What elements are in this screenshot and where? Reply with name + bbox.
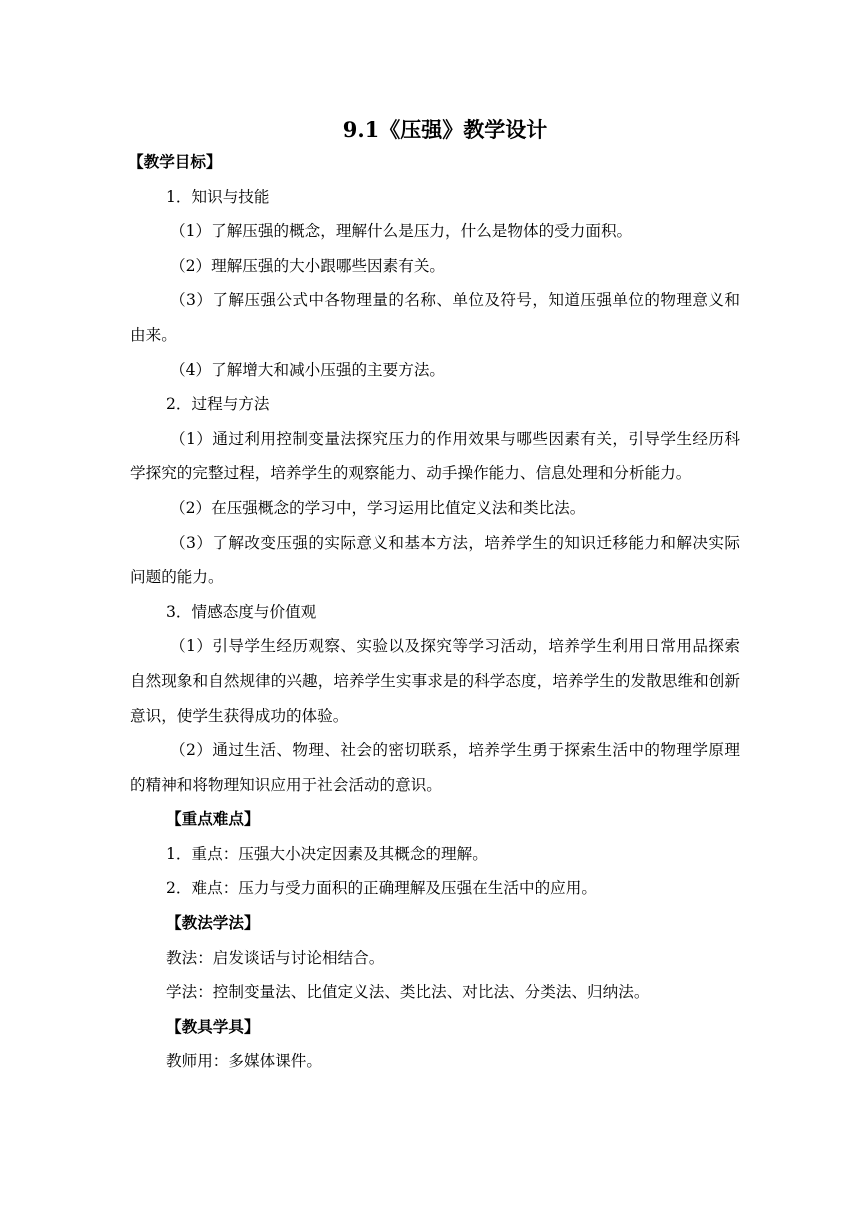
section-3-item-2: （2）通过生活、物理、社会的密切联系，培养学生勇于探索生活中的物理学原理的精神和将物理知识应用于社会活动的意识。 (130, 741, 740, 794)
teaching-method: 教法：启发谈话与讨论相结合。 (166, 948, 385, 967)
section-1-item-1: （1）了解压强的概念，理解什么是压力，什么是物体的受力面积。 (170, 222, 633, 241)
section-2-item-2: （2）在压强概念的学习中，学习运用比值定义法和类比法。 (170, 498, 586, 517)
section-1-heading: 1．知识与技能 (166, 187, 270, 206)
teacher-tools: 教师用：多媒体课件。 (166, 1052, 322, 1071)
section-1-item-2: （2）理解压强的大小跟哪些因素有关。 (170, 256, 446, 275)
section-3-heading: 3．情感态度与价值观 (166, 602, 317, 621)
document-title: 9.1《压强》教学设计 (342, 117, 548, 142)
tools-heading: 【教具学具】 (166, 1016, 260, 1036)
section-2-heading: 2．过程与方法 (166, 395, 270, 414)
learning-method: 学法：控制变量法、比值定义法、类比法、对比法、分类法、归纳法。 (166, 983, 650, 1002)
methods-heading: 【教法学法】 (166, 913, 260, 933)
section-1-item-3: （3）了解压强公式中各物理量的名称、单位及符号，知道压强单位的物理意义和由来。 (130, 291, 740, 344)
objectives-heading: 【教学目标】 (128, 152, 222, 171)
key-point-1: 1．重点：压强大小决定因素及其概念的理解。 (166, 844, 488, 863)
key-point-2: 2．难点：压力与受力面积的正确理解及压强在生活中的应用。 (166, 879, 597, 898)
section-1-item-4: （4）了解增大和减小压强的主要方法。 (170, 360, 446, 379)
section-2-item-1: （1）通过利用控制变量法探究压力的作用效果与哪些因素有关，引导学生经历科学探究的完整过程，培养学生的观察能力、动手操作能力、信息处理和分析能力。 (130, 429, 740, 483)
key-points-heading: 【重点难点】 (166, 809, 260, 829)
section-2-item-3: （3）了解改变压强的实际意义和基本方法，培养学生的知识迁移能力和解决实际问题的能力。 (130, 533, 740, 587)
section-3-item-1: （1）引导学生经历观察、实验以及探究等学习活动，培养学生利用日常用品探索自然现象和自然规律的兴趣，培养学生实事求是的科学态度，培养学生的发散思维和创新意识，使学生获得成功的体验。 (130, 637, 740, 725)
